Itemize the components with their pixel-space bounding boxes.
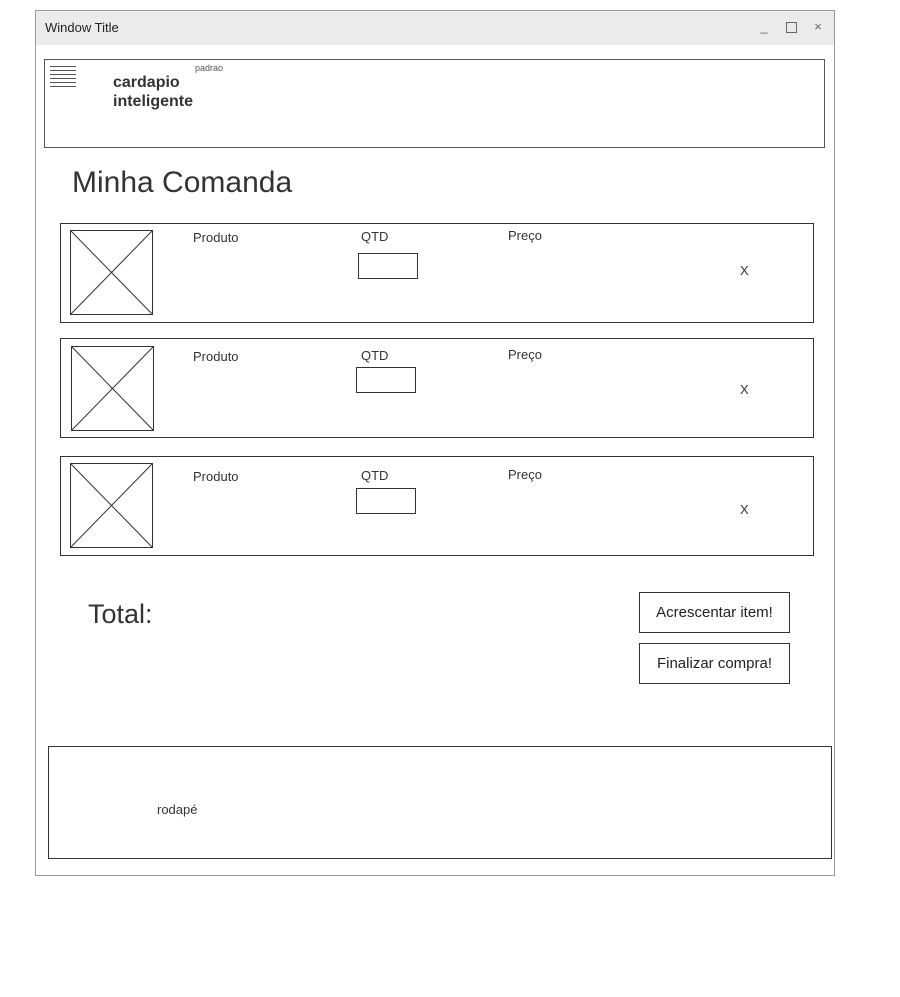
app-window — [35, 10, 835, 876]
close-button[interactable]: × — [814, 19, 822, 34]
qty-label: QTD — [361, 348, 389, 363]
logo — [113, 73, 193, 111]
remove-item-button[interactable]: X — [740, 263, 749, 278]
maximize-button[interactable] — [783, 19, 799, 35]
add-item-button[interactable]: Acrescentar item! — [639, 592, 790, 633]
order-item — [60, 456, 814, 556]
order-item — [60, 223, 814, 323]
qty-label: QTD — [361, 229, 389, 244]
total-label: Total: — [88, 599, 153, 629]
price-label: Preço — [508, 347, 542, 362]
logo-superscript: padrao — [195, 63, 224, 73]
remove-item-button[interactable]: X — [740, 382, 749, 397]
product-image-placeholder-icon — [70, 463, 153, 548]
qty-input[interactable] — [358, 253, 418, 279]
window-title: Window Title — [45, 20, 119, 35]
title-bar — [36, 11, 834, 45]
footer-text: rodapé — [157, 802, 198, 817]
product-label: Produto — [193, 349, 239, 364]
logo-line-1: cardapio — [113, 74, 180, 91]
price-label: Preço — [508, 467, 542, 482]
finish-purchase-button[interactable]: Finalizar compra! — [639, 643, 790, 684]
remove-item-button[interactable]: X — [740, 502, 749, 517]
product-label: Produto — [193, 469, 239, 484]
product-image-placeholder-icon — [70, 230, 153, 315]
qty-input[interactable] — [356, 367, 416, 393]
hamburger-menu-icon[interactable] — [50, 66, 76, 92]
site-header — [44, 59, 825, 148]
minimize-button[interactable]: _ — [760, 19, 768, 34]
logo-line-2: inteligente — [113, 93, 194, 110]
order-item — [60, 338, 814, 438]
product-label: Produto — [193, 230, 239, 245]
qty-input[interactable] — [356, 488, 416, 514]
qty-label: QTD — [361, 468, 389, 483]
maximize-icon — [786, 22, 797, 33]
product-image-placeholder-icon — [71, 346, 154, 431]
footer — [48, 746, 832, 859]
page-title: Minha Comanda — [72, 166, 293, 199]
price-label: Preço — [508, 228, 542, 243]
